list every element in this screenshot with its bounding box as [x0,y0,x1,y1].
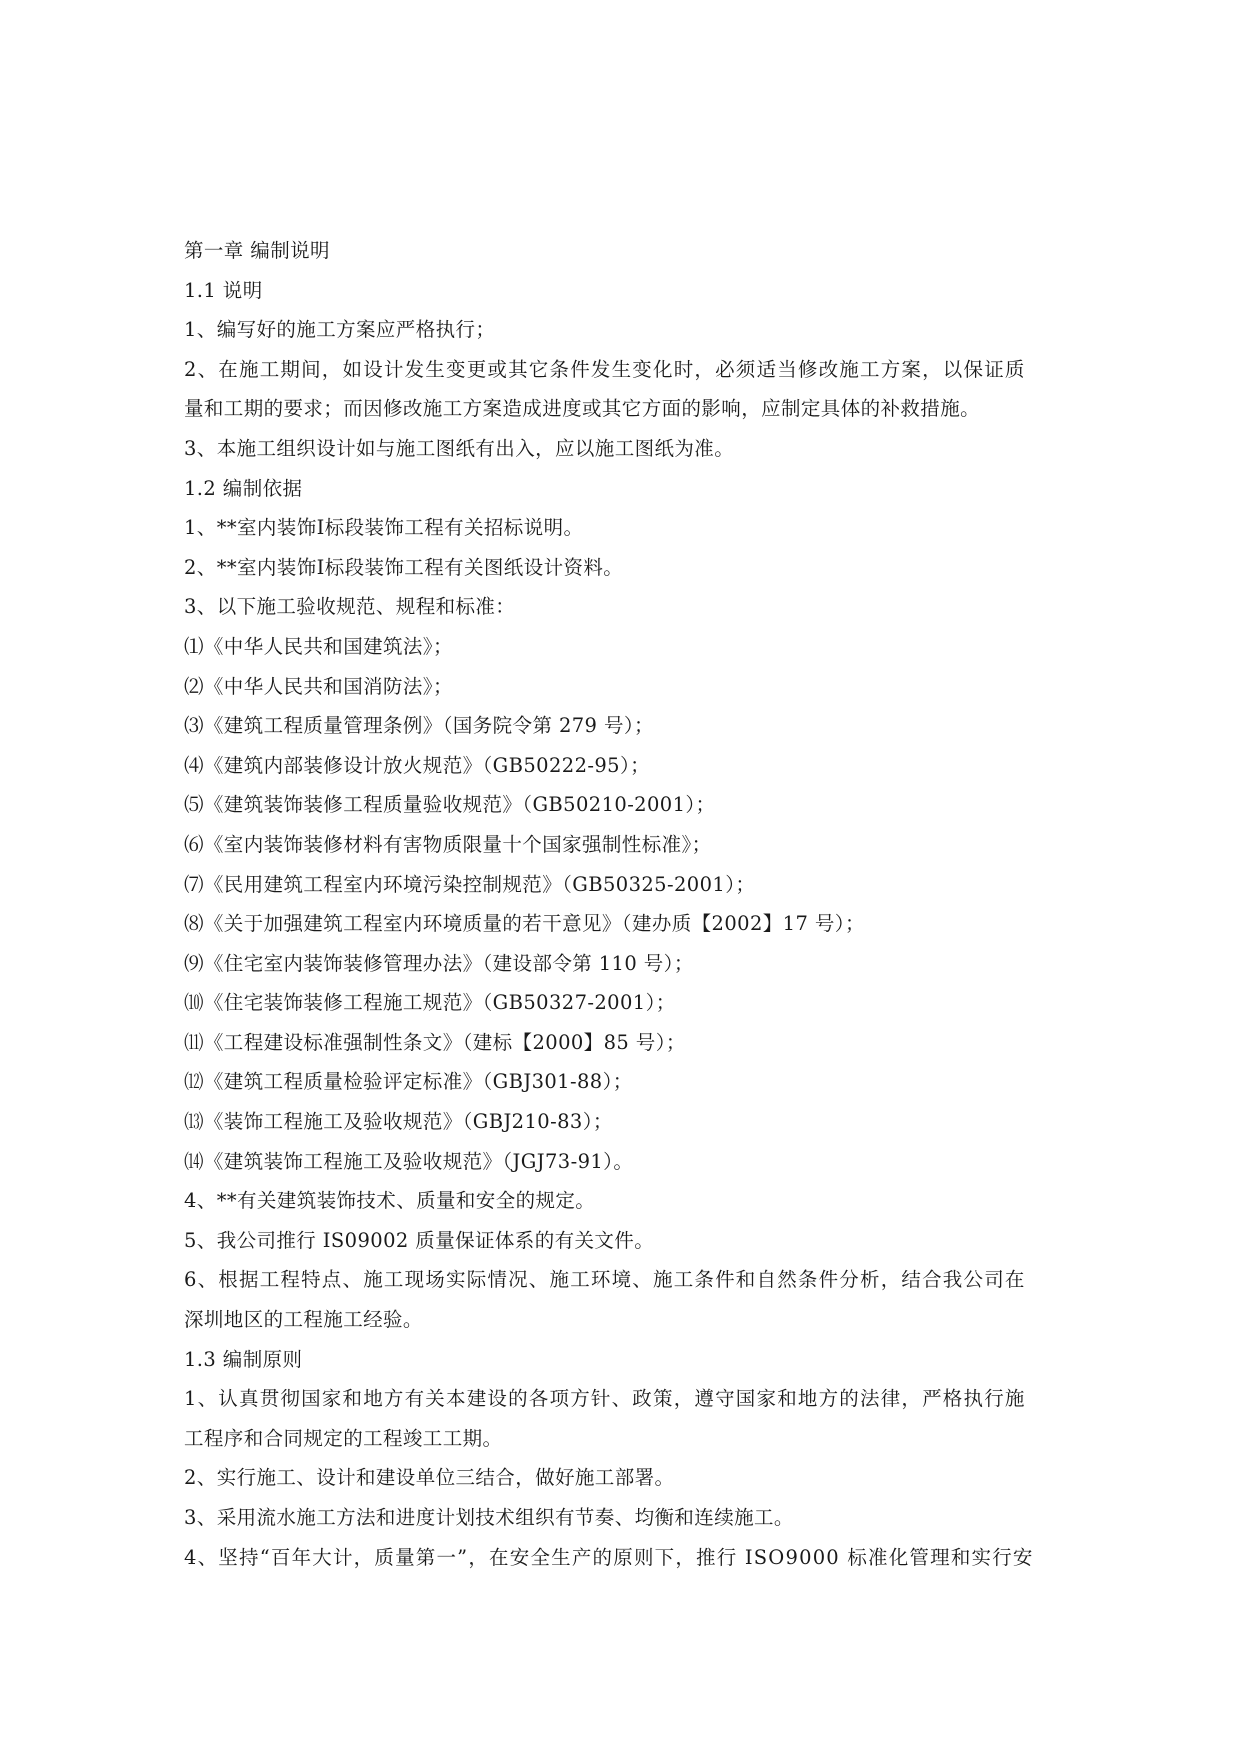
paragraph-line: 4、坚持“百年大计，质量第一”，在安全生产的原则下，推行 ISO9000 标准化管理和实行安 [184,1545,1034,1569]
section-heading-1-3: 1.3 编制原则 [184,1347,303,1371]
paragraph-line: 量和工期的要求；而因修改施工方案造成进度或其它方面的影响，应制定具体的补救措施。 [184,397,981,421]
paragraph-line: 1、**室内装饰Ⅰ标段装饰工程有关招标说明。 [184,516,584,540]
paragraph-line: 工程序和合同规定的工程竣工工期。 [184,1426,503,1450]
reference-item: ⑻《关于加强建筑工程室内环境质量的若干意见》（建办质【2002】17 号）； [184,912,865,936]
reference-item: ⒀《装饰工程施工及验收规范》（GBJ210-83）； [184,1110,613,1134]
reference-item: ⑺《民用建筑工程室内环境污染控制规范》（GB50325-2001）； [184,872,756,896]
paragraph-line: 2、**室内装饰Ⅰ标段装饰工程有关图纸设计资料。 [184,555,624,579]
chapter-heading: 第一章 编制说明 [184,239,330,262]
section-heading-1-1: 1.1 说明 [184,278,263,302]
paragraph-line: 6、根据工程特点、施工现场实际情况、施工环境、施工条件和自然条件分析，结合我公司在 [184,1268,1026,1292]
reference-item: ⑵《中华人民共和国消防法》； [184,674,453,698]
paragraph-line: 3、以下施工验收规范、规程和标准： [184,595,516,619]
reference-item: ⑶《建筑工程质量管理条例》（国务院令第 279 号）； [184,714,654,738]
paragraph-line: 4、**有关建筑装饰技术、质量和安全的规定。 [184,1189,596,1213]
paragraph-line: 2、在施工期间，如设计发生变更或其它条件发生变化时，必须适当修改施工方案，以保证质 [184,357,1026,381]
reference-item: ⑴《中华人民共和国建筑法》； [184,634,453,658]
paragraph-line: 深圳地区的工程施工经验。 [184,1308,423,1332]
reference-item: ⑸《建筑装饰装修工程质量验收规范》（GB50210-2001）； [184,793,716,817]
document-body [184,231,1064,1577]
paragraph-line: 2、实行施工、设计和建设单位三结合，做好施工部署。 [184,1466,675,1490]
reference-item: ⑾《工程建设标准强制性条文》（建标【2000】85 号）； [184,1030,686,1054]
reference-item: ⑼《住宅室内装饰装修管理办法》（建设部令第 110 号）； [184,951,694,975]
paragraph-line: 1、认真贯彻国家和地方有关本建设的各项方针、政策，遵守国家和地方的法律，严格执行施 [184,1387,1026,1411]
reference-item: ⑽《住宅装饰装修工程施工规范》（GB50327-2001）； [184,991,676,1015]
paragraph-line: 5、我公司推行 IS09002 质量保证体系的有关文件。 [184,1228,655,1252]
reference-item: ⑷《建筑内部装修设计放火规范》（GB50222-95）； [184,753,651,777]
section-heading-1-2: 1.2 编制依据 [184,476,303,500]
reference-item: ⑿《建筑工程质量检验评定标准》（GBJ301-88）； [184,1070,633,1094]
reference-item: ⑹《室内装饰装修材料有害物质限量十个国家强制性标准》； [184,832,712,856]
paragraph-line: 3、本施工组织设计如与施工图纸有出入，应以施工图纸为准。 [184,436,735,460]
reference-item: ⒁《建筑装饰工程施工及验收规范》（JGJ73-91）。 [184,1149,634,1173]
paragraph-line: 1、编写好的施工方案应严格执行； [184,318,496,342]
paragraph-line: 3、采用流水施工方法和进度计划技术组织有节奏、均衡和连续施工。 [184,1506,794,1529]
